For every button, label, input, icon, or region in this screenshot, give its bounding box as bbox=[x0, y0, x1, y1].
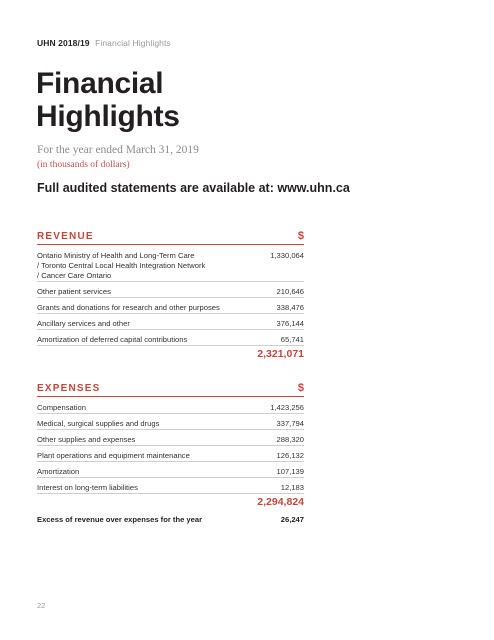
expenses-header bbox=[37, 381, 304, 397]
running-header bbox=[37, 38, 171, 48]
revenue-header bbox=[37, 229, 304, 245]
expense-row-value: 1,423,256 bbox=[270, 403, 304, 412]
expense-row bbox=[37, 478, 304, 494]
expense-row bbox=[37, 430, 304, 446]
revenue-row-value: 338,476 bbox=[276, 303, 304, 312]
excess-label: Excess of revenue over expenses for the year bbox=[37, 515, 203, 524]
expenses-unit: $ bbox=[297, 382, 304, 394]
revenue-row-label: Other patient services bbox=[37, 287, 111, 296]
expense-row-label: Medical, surgical supplies and drugs bbox=[37, 419, 160, 428]
expenses-total: 2,294,824 bbox=[257, 496, 304, 508]
expense-row-label: Plant operations and equipment maintenance bbox=[37, 451, 190, 460]
header-section: Financial Highlights bbox=[95, 38, 171, 48]
header-org: UHN 2018/19 bbox=[37, 38, 90, 48]
revenue-section bbox=[37, 229, 304, 360]
expense-row bbox=[37, 397, 304, 414]
expenses-title: EXPENSES bbox=[37, 383, 101, 394]
revenue-row bbox=[37, 314, 304, 330]
revenue-row bbox=[37, 298, 304, 314]
revenue-row-value: 210,646 bbox=[276, 287, 304, 296]
revenue-row bbox=[37, 330, 304, 346]
expense-row-value: 107,139 bbox=[276, 467, 304, 476]
expense-row-label: Other supplies and expenses bbox=[37, 435, 136, 444]
expenses-section bbox=[37, 381, 304, 508]
revenue-unit: $ bbox=[297, 230, 304, 242]
expense-row-label: Amortization bbox=[37, 467, 80, 476]
revenue-row-value: 376,144 bbox=[276, 319, 304, 328]
expense-row bbox=[37, 446, 304, 462]
excess-row bbox=[37, 515, 304, 524]
revenue-row-value: 1,330,064 bbox=[270, 251, 304, 260]
revenue-row-label: Amortization of deferred capital contributions bbox=[37, 335, 188, 344]
revenue-row-value: 65,741 bbox=[280, 335, 304, 344]
revenue-row-label: Ancillary services and other bbox=[37, 319, 130, 328]
expense-row-value: 12,183 bbox=[280, 483, 304, 492]
revenue-total: 2,321,071 bbox=[257, 348, 304, 360]
expense-row-value: 288,320 bbox=[276, 435, 304, 444]
revenue-title: REVENUE bbox=[37, 231, 94, 242]
page-title bbox=[36, 67, 180, 133]
expense-row-value: 126,132 bbox=[276, 451, 304, 460]
revenue-row-label: Ontario Ministry of Health and Long-Term Care / Toronto Central Local Health Integration Network / Cancer Care Ontario bbox=[37, 251, 206, 280]
page-title-line-2: Highlights bbox=[36, 100, 180, 133]
revenue-row bbox=[37, 282, 304, 298]
expense-row-value: 337,794 bbox=[276, 419, 304, 428]
page-title-line-1: Financial bbox=[36, 67, 164, 100]
units-note: (in thousands of dollars) bbox=[37, 160, 130, 170]
page-number: 22 bbox=[37, 601, 46, 610]
revenue-row bbox=[37, 245, 304, 282]
expense-row-label: Compensation bbox=[37, 403, 86, 412]
revenue-row-label: Grants and donations for research and other purposes bbox=[37, 303, 220, 312]
availability-note: Full audited statements are available at: www.uhn.ca bbox=[37, 181, 350, 195]
period-subtitle: For the year ended March 31, 2019 bbox=[37, 144, 199, 156]
excess-value: 26,247 bbox=[280, 515, 304, 524]
expense-row bbox=[37, 462, 304, 478]
expense-row bbox=[37, 414, 304, 430]
expense-row-label: Interest on long-term liabilities bbox=[37, 483, 138, 492]
